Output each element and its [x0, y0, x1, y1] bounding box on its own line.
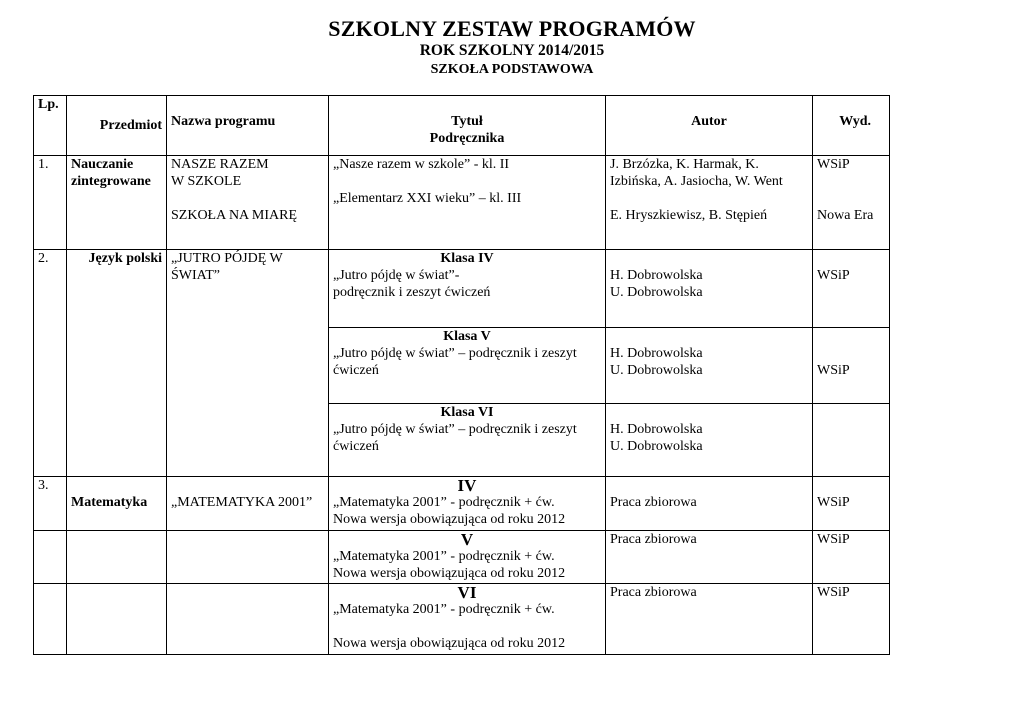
row-subject: Nauczanie zintegrowane: [67, 156, 167, 250]
row-program: [167, 584, 329, 655]
row-title: Klasa IV „Jutro pójdę w świat”- podręcznik i zeszyt ćwiczeń: [329, 250, 606, 328]
row-lp: 2.: [34, 250, 67, 477]
row-lp: [34, 531, 67, 584]
table-row: [34, 584, 890, 655]
table-row: [34, 477, 890, 531]
row-title: Klasa VI „Jutro pójdę w świat” – podręcznik i zeszyt ćwiczeń: [329, 404, 606, 477]
row-subject: Matematyka: [67, 477, 167, 531]
row-title: Klasa V „Jutro pójdę w świat” – podręcznik i zeszyt ćwiczeń: [329, 328, 606, 404]
row-program: [167, 531, 329, 584]
school-year: ROK SZKOLNY 2014/2015: [419, 42, 605, 59]
document-title: SZKOLNY ZESTAW PROGRAMÓW: [328, 16, 696, 41]
row-author: Praca zbiorowa: [606, 477, 813, 531]
table-header-row: [34, 96, 890, 156]
table-row: [34, 156, 890, 250]
header-author: Autor: [606, 96, 813, 156]
row-author: H. Dobrowolska U. Dobrowolska: [606, 404, 813, 477]
row-title: V „Matematyka 2001” - podręcznik + ćw. Nowa wersja obowiązująca od roku 2012: [329, 531, 606, 584]
row-publisher: WSiP: [813, 328, 890, 404]
header-program: Nazwa programu: [167, 96, 329, 156]
row-title: VI „Matematyka 2001” - podręcznik + ćw. Nowa wersja obowiązująca od roku 2012: [329, 584, 606, 655]
school-type: SZKOŁA PODSTAWOWA: [430, 62, 594, 77]
row-publisher: WSiP: [813, 531, 890, 584]
table-row: [34, 531, 890, 584]
row-title: IV „Matematyka 2001” - podręcznik + ćw. Nowa wersja obowiązująca od roku 2012: [329, 477, 606, 531]
program-table: [33, 95, 890, 655]
row-subject: [67, 584, 167, 655]
row-publisher: WSiP: [813, 477, 890, 531]
row-title: „Nasze razem w szkole” - kl. II „Elementarz XXI wieku” – kl. III: [329, 156, 606, 250]
row-lp: [34, 584, 67, 655]
row-author: H. Dobrowolska U. Dobrowolska: [606, 328, 813, 404]
row-publisher: WSiP: [813, 584, 890, 655]
row-program: NASZE RAZEM W SZKOLE SZKOŁA NA MIARĘ: [167, 156, 329, 250]
header-subject: Przedmiot: [67, 96, 167, 156]
row-publisher: [813, 404, 890, 477]
table-row: [34, 250, 890, 328]
row-author: Praca zbiorowa: [606, 584, 813, 655]
row-subject: Język polski: [67, 250, 167, 477]
row-author: J. Brzózka, K. Harmak, K. Izbińska, A. Jasiocha, W. Went E. Hryszkiewisz, B. Stępień: [606, 156, 813, 250]
row-publisher: WSiP: [813, 250, 890, 328]
row-program: „MATEMATYKA 2001”: [167, 477, 329, 531]
row-publisher: WSiP Nowa Era: [813, 156, 890, 250]
header-lp: Lp.: [34, 96, 67, 156]
row-author: Praca zbiorowa: [606, 531, 813, 584]
header-title: Tytuł Podręcznika: [329, 96, 606, 156]
row-lp: 1.: [34, 156, 67, 250]
row-subject: [67, 531, 167, 584]
row-program: „JUTRO PÓJDĘ W ŚWIAT”: [167, 250, 329, 477]
row-lp: 3.: [34, 477, 67, 531]
row-author: H. Dobrowolska U. Dobrowolska: [606, 250, 813, 328]
header-publisher: Wyd.: [813, 96, 890, 156]
